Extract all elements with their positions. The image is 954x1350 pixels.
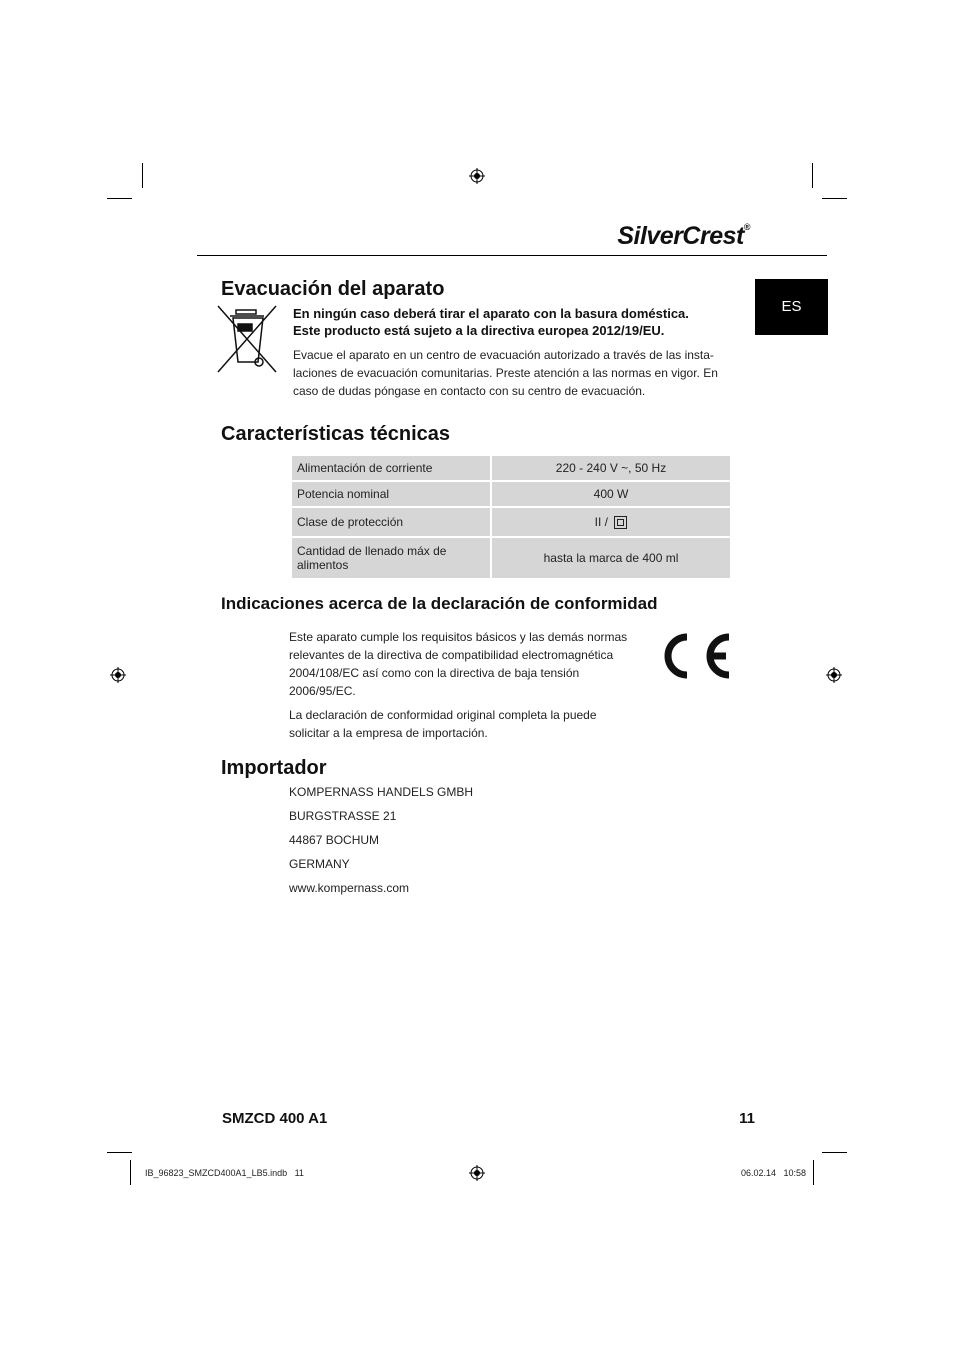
disposal-body-line: Evacue el aparato en un centro de evacuación autorizado a través de las insta- [293,348,714,362]
table-row [292,538,730,578]
conformity-line: solicitar a la empresa de importación. [289,726,488,740]
spec-value: hasta la marca de 400 ml [492,538,730,578]
importer-line: 44867 BOCHUM [289,833,380,847]
ce-mark-icon [656,631,732,681]
disposal-warning-line: Este producto está sujeto a la directiva europea 2012/19/EU. [293,323,665,338]
disposal-title: Evacuación del aparato [221,278,445,300]
conformity-line: 2006/95/EC. [289,684,356,698]
crop-mark [813,1160,814,1185]
disposal-warning [293,305,738,339]
spec-value-cell [492,508,730,536]
disposal-body-line: caso de dudas póngase en contacto con su centro de evacuación. [293,384,646,398]
spec-value: 400 W [492,482,730,506]
print-date-info: 06.02.14 10:58 [740,1168,806,1178]
crop-mark [822,198,847,199]
importer-line: GERMANY [289,857,350,871]
header-rule [197,255,827,256]
importer-title: Importador [221,757,327,779]
conformity-title: Indicaciones acerca de la declaración de conformidad [221,594,658,613]
crop-mark [812,163,813,188]
importer-line: BURGSTRASSE 21 [289,809,397,823]
registration-mark-icon [826,667,842,683]
spec-label: Alimentación de corriente [292,456,490,480]
spec-value: II / [594,514,608,529]
spec-label: Cantidad de llenado máx de alimentos [292,538,490,578]
crop-mark [107,1152,132,1153]
conformity-line: 2004/108/EC así como con la directiva de baja tensión [289,666,580,680]
importer-line: KOMPERNASS HANDELS GMBH [289,785,474,799]
crossed-out-wheelie-bin-icon [216,304,280,376]
specs-table [290,454,732,580]
conformity-text [289,628,639,742]
spec-label: Potencia nominal [292,482,490,506]
importer-website: www.kompernass.com [289,881,410,895]
crop-mark [107,198,132,199]
table-row [292,482,730,506]
language-tab: ES [755,279,828,335]
disposal-body-line: laciones de evacuación comunitarias. Preste atención a las normas en vigor. En [293,366,718,380]
registration-mark-icon [469,168,485,184]
spec-label: Clase de protección [292,508,490,536]
model-number: SMZCD 400 A1 [222,1110,328,1127]
table-row [292,456,730,480]
conformity-line: relevantes de la directiva de compatibilidad electromagnética [289,648,614,662]
table-row [292,508,730,536]
print-file-info: IB_96823_SMZCD400A1_LB5.indb 11 [145,1168,304,1178]
protection-class-ii-icon [614,516,627,529]
brand-name: SilverCrest [617,222,744,250]
disposal-warning-line: En ningún caso deberá tirar el aparato con la basura doméstica. [293,306,689,321]
registration-mark-icon [110,667,126,683]
specs-title: Características técnicas [221,423,451,445]
crop-mark [822,1152,847,1153]
brand-registered-mark: ® [743,222,750,232]
brand-logo [600,222,750,251]
crop-mark [130,1160,131,1185]
disposal-body [293,346,738,400]
spec-value: 220 - 240 V ~, 50 Hz [492,456,730,480]
crop-mark [142,163,143,188]
page-number: 11 [739,1110,755,1127]
conformity-line: La declaración de conformidad original completa la puede [289,708,597,722]
registration-mark-icon [469,1165,485,1181]
conformity-line: Este aparato cumple los requisitos básicos y las demás normas [289,630,628,644]
